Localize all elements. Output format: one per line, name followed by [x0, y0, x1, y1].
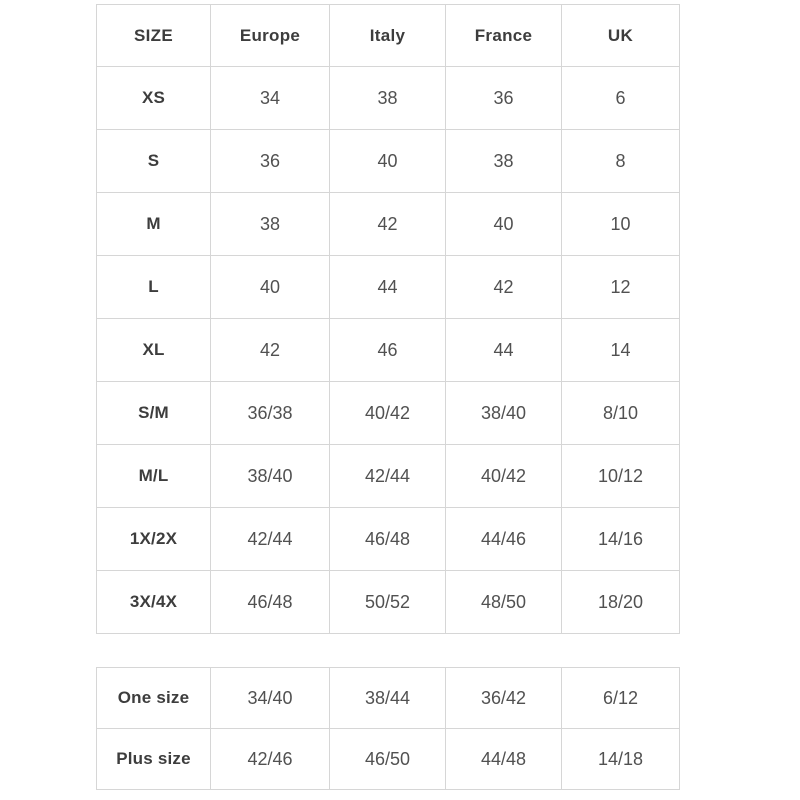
- header-row: [97, 5, 680, 67]
- size-label-cell: XS: [97, 67, 211, 130]
- size-value-cell: 38/40: [446, 382, 562, 445]
- table-row-1x-2x: [97, 508, 680, 571]
- size-value-cell: 34: [211, 67, 330, 130]
- size-value-cell: 6: [562, 67, 680, 130]
- header-cell-uk: UK: [562, 5, 680, 67]
- size-value-cell: 40/42: [330, 382, 446, 445]
- size-value-cell: 44: [446, 319, 562, 382]
- size-value-cell: 38/44: [330, 668, 446, 729]
- size-value-cell: 14: [562, 319, 680, 382]
- size-value-cell: 42/44: [211, 508, 330, 571]
- size-value-cell: 46/48: [211, 571, 330, 634]
- size-value-cell: 40: [330, 130, 446, 193]
- size-value-cell: 36: [211, 130, 330, 193]
- size-value-cell: 44/46: [446, 508, 562, 571]
- size-value-cell: 38/40: [211, 445, 330, 508]
- size-value-cell: 14/16: [562, 508, 680, 571]
- size-value-cell: 8/10: [562, 382, 680, 445]
- size-value-cell: 38: [330, 67, 446, 130]
- table-row-plus-size: [97, 729, 680, 790]
- size-label-cell: One size: [97, 668, 211, 729]
- size-value-cell: 46/50: [330, 729, 446, 790]
- size-label-cell: M: [97, 193, 211, 256]
- size-value-cell: 42/44: [330, 445, 446, 508]
- size-label-cell: S: [97, 130, 211, 193]
- special-sizes-table: [96, 667, 680, 790]
- size-value-cell: 42: [446, 256, 562, 319]
- size-label-cell: 1X/2X: [97, 508, 211, 571]
- header-cell-france: France: [446, 5, 562, 67]
- header-cell-europe: Europe: [211, 5, 330, 67]
- header-cell-italy: Italy: [330, 5, 446, 67]
- size-value-cell: 34/40: [211, 668, 330, 729]
- size-label-cell: XL: [97, 319, 211, 382]
- size-value-cell: 10/12: [562, 445, 680, 508]
- size-value-cell: 44: [330, 256, 446, 319]
- size-label-cell: 3X/4X: [97, 571, 211, 634]
- header-cell-size: SIZE: [97, 5, 211, 67]
- size-value-cell: 44/48: [446, 729, 562, 790]
- size-label-cell: Plus size: [97, 729, 211, 790]
- size-value-cell: 12: [562, 256, 680, 319]
- size-value-cell: 46: [330, 319, 446, 382]
- size-value-cell: 46/48: [330, 508, 446, 571]
- size-value-cell: 36/38: [211, 382, 330, 445]
- table-row-one-size: [97, 668, 680, 729]
- table-row-xl: [97, 319, 680, 382]
- size-value-cell: 36: [446, 67, 562, 130]
- size-value-cell: 48/50: [446, 571, 562, 634]
- size-value-cell: 8: [562, 130, 680, 193]
- size-value-cell: 10: [562, 193, 680, 256]
- size-value-cell: 40: [446, 193, 562, 256]
- size-value-cell: 40/42: [446, 445, 562, 508]
- size-value-cell: 36/42: [446, 668, 562, 729]
- size-value-cell: 42: [211, 319, 330, 382]
- table-row-xs: [97, 67, 680, 130]
- table-row-l: [97, 256, 680, 319]
- table-row-s: [97, 130, 680, 193]
- size-label-cell: M/L: [97, 445, 211, 508]
- size-value-cell: 38: [211, 193, 330, 256]
- size-value-cell: 6/12: [562, 668, 680, 729]
- table-row-3x-4x: [97, 571, 680, 634]
- size-label-cell: L: [97, 256, 211, 319]
- size-conversion-table: [96, 4, 680, 634]
- size-value-cell: 14/18: [562, 729, 680, 790]
- size-value-cell: 42: [330, 193, 446, 256]
- table-row-m-l: [97, 445, 680, 508]
- size-value-cell: 40: [211, 256, 330, 319]
- size-label-cell: S/M: [97, 382, 211, 445]
- size-value-cell: 38: [446, 130, 562, 193]
- table-row-m: [97, 193, 680, 256]
- size-value-cell: 42/46: [211, 729, 330, 790]
- size-value-cell: 18/20: [562, 571, 680, 634]
- size-value-cell: 50/52: [330, 571, 446, 634]
- table-row-s-m: [97, 382, 680, 445]
